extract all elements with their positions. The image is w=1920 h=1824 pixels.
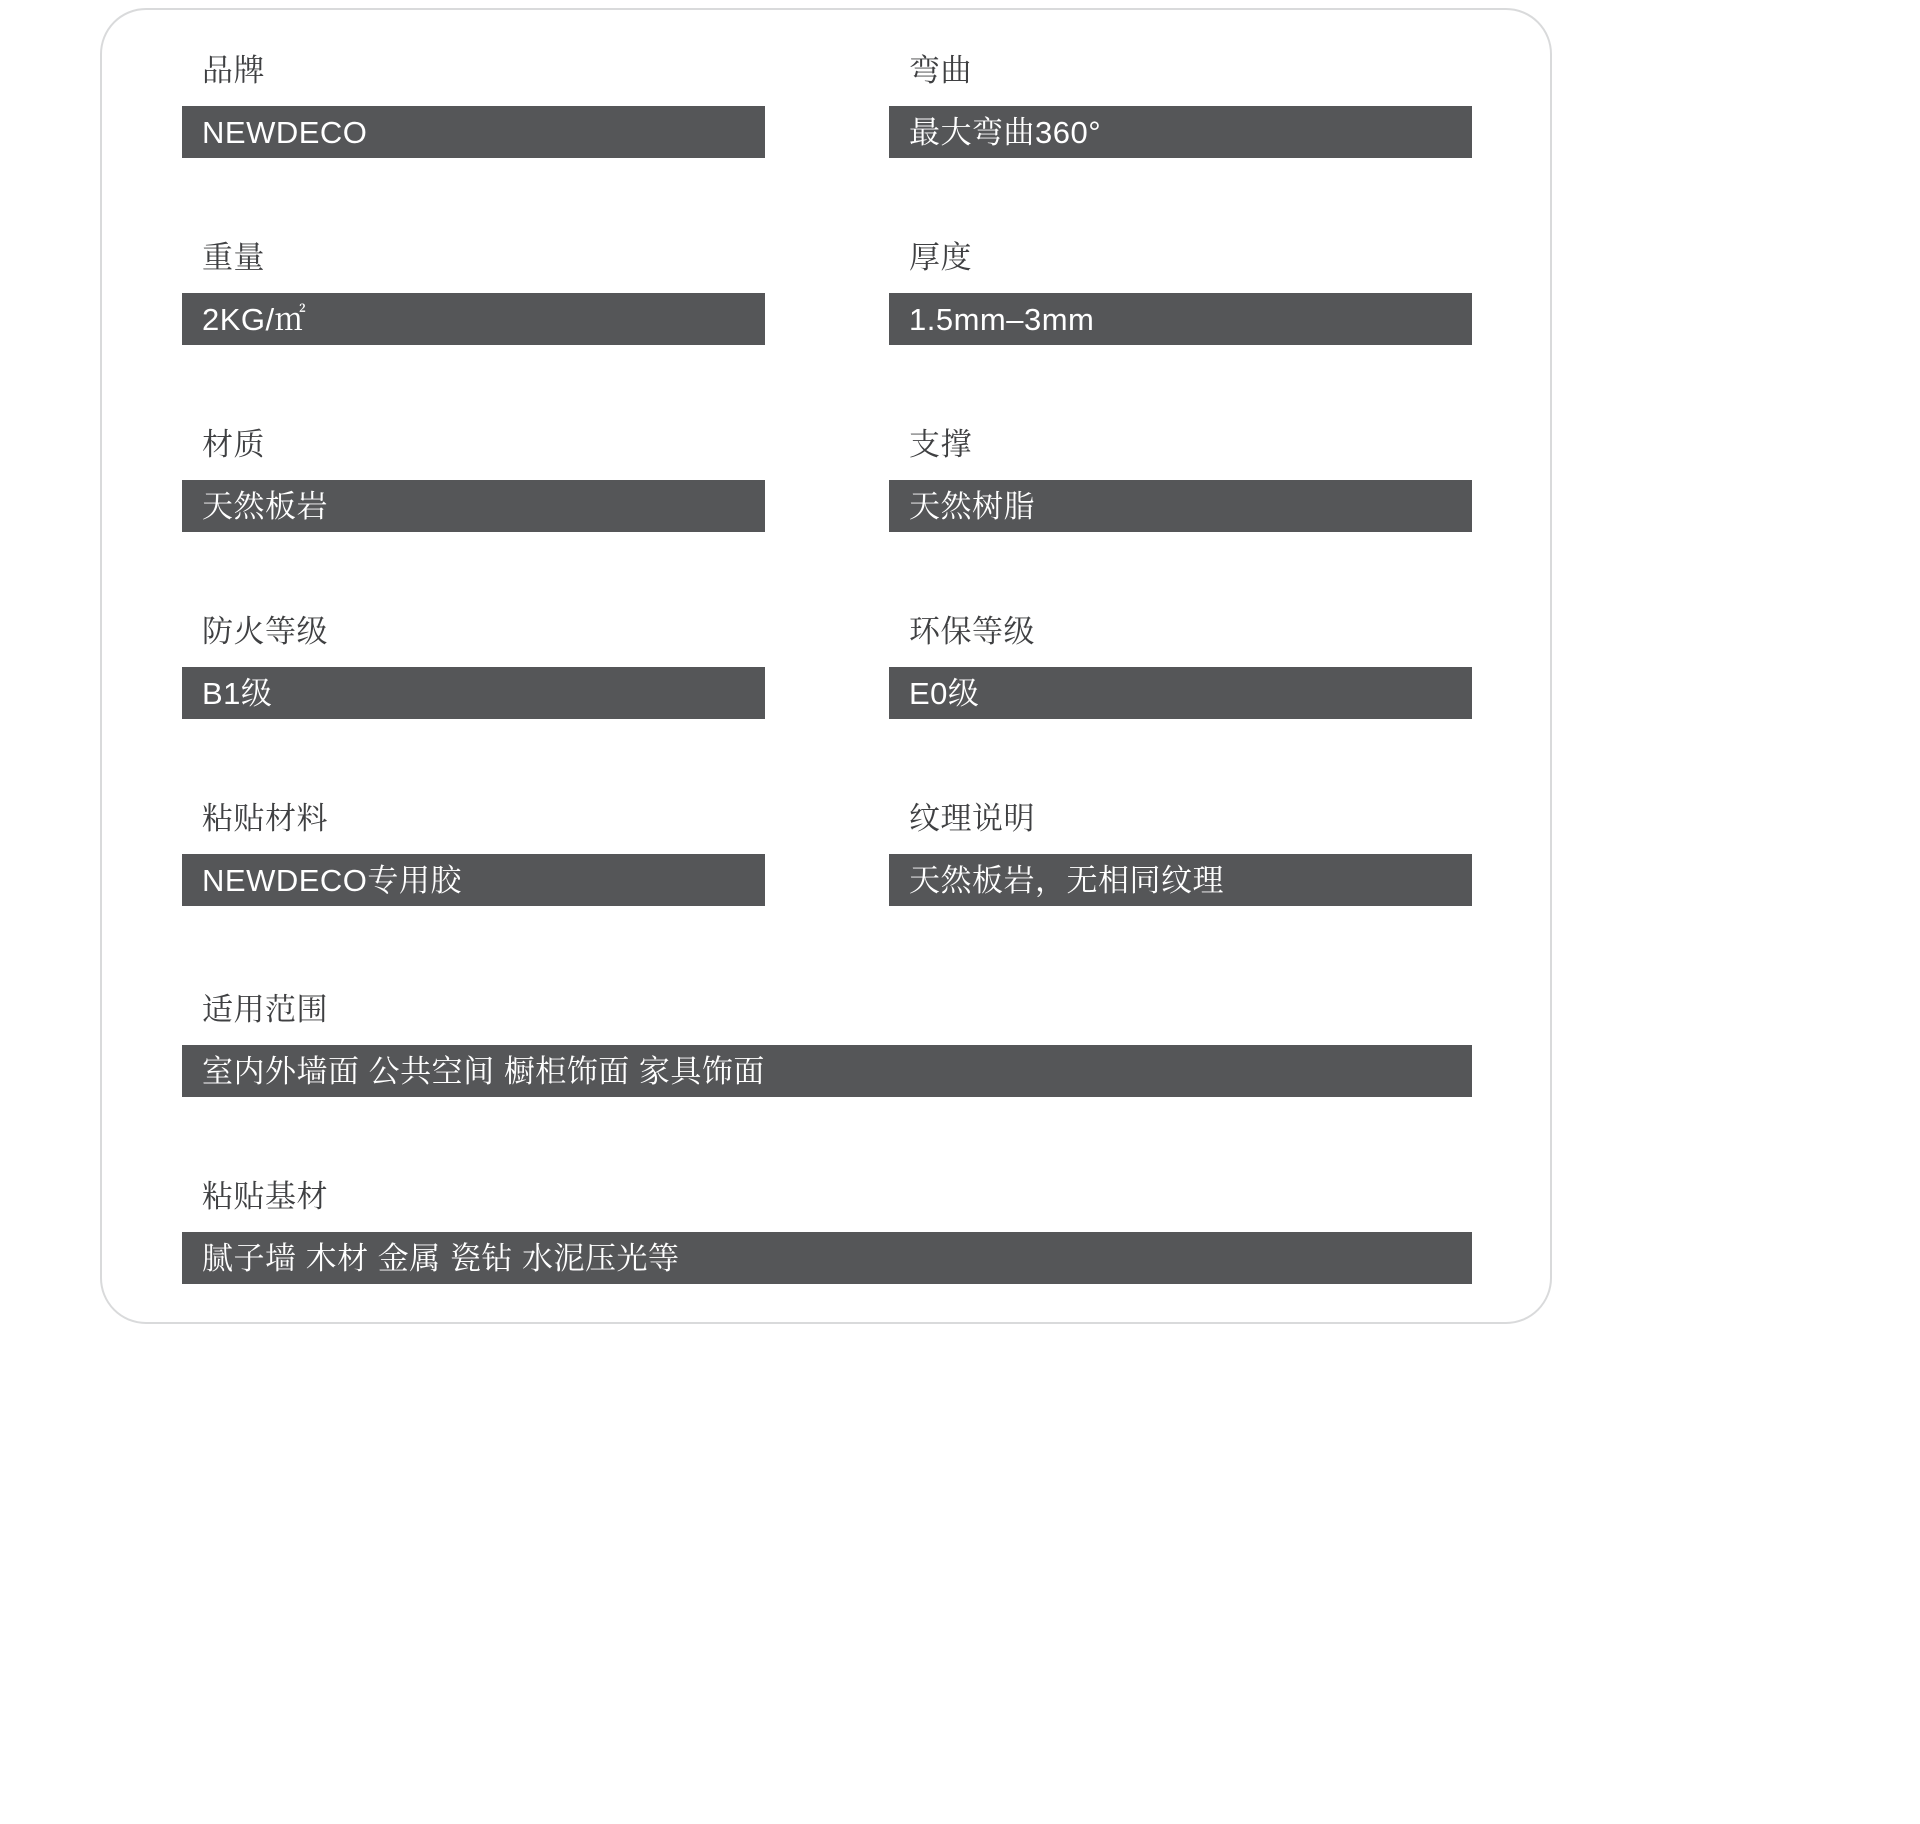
row-spacer <box>182 1097 1472 1181</box>
spec-item-substrate <box>182 1181 1472 1284</box>
spec-label: 重量 <box>202 240 265 275</box>
spec-value: 天然板岩，无相同纹理 <box>889 854 1472 906</box>
spec-value: NEWDECO专用胶 <box>182 854 765 906</box>
spec-item-adhesive <box>182 803 765 906</box>
spec-row <box>182 242 1472 345</box>
spec-row <box>182 1181 1472 1284</box>
spec-value: 最大弯曲360° <box>889 106 1472 158</box>
spec-label: 防火等级 <box>202 614 328 649</box>
spec-row <box>182 803 1472 906</box>
spec-row <box>182 429 1472 532</box>
row-spacer <box>182 158 1472 242</box>
row-spacer <box>182 345 1472 429</box>
spec-label: 粘贴材料 <box>202 801 328 836</box>
spec-item-application-scope <box>182 994 1472 1097</box>
spec-value: 天然树脂 <box>889 480 1472 532</box>
spec-grid <box>182 55 1472 1284</box>
spec-label: 弯曲 <box>909 53 972 88</box>
spec-label: 适用范围 <box>202 992 328 1027</box>
spec-value: 腻子墙 木材 金属 瓷钻 水泥压光等 <box>182 1232 1472 1284</box>
row-spacer <box>182 719 1472 803</box>
spec-item-eco-rating <box>889 616 1472 719</box>
spec-row <box>182 616 1472 719</box>
spec-item-fire-rating <box>182 616 765 719</box>
spec-label: 粘贴基材 <box>202 1179 328 1214</box>
spec-item-texture-note <box>889 803 1472 906</box>
row-spacer <box>182 532 1472 616</box>
spec-item-brand <box>182 55 765 158</box>
row-spacer <box>182 906 1472 994</box>
spec-item-bending <box>889 55 1472 158</box>
spec-item-thickness <box>889 242 1472 345</box>
spec-row <box>182 55 1472 158</box>
spec-label: 材质 <box>202 427 265 462</box>
spec-label: 厚度 <box>909 240 972 275</box>
spec-label: 环保等级 <box>909 614 1035 649</box>
spec-item-material <box>182 429 765 532</box>
spec-value: B1级 <box>182 667 765 719</box>
spec-value: E0级 <box>889 667 1472 719</box>
spec-value: 1.5mm–3mm <box>889 293 1472 345</box>
spec-item-weight <box>182 242 765 345</box>
spec-value: 室内外墙面 公共空间 橱柜饰面 家具饰面 <box>182 1045 1472 1097</box>
spec-value: 天然板岩 <box>182 480 765 532</box>
spec-card <box>100 8 1552 1324</box>
spec-label: 品牌 <box>202 53 265 88</box>
spec-item-support <box>889 429 1472 532</box>
spec-value: 2KG/㎡ <box>182 293 765 345</box>
spec-row <box>182 994 1472 1097</box>
spec-label: 支撑 <box>909 427 972 462</box>
spec-value: NEWDECO <box>182 106 765 158</box>
spec-label: 纹理说明 <box>909 801 1035 836</box>
